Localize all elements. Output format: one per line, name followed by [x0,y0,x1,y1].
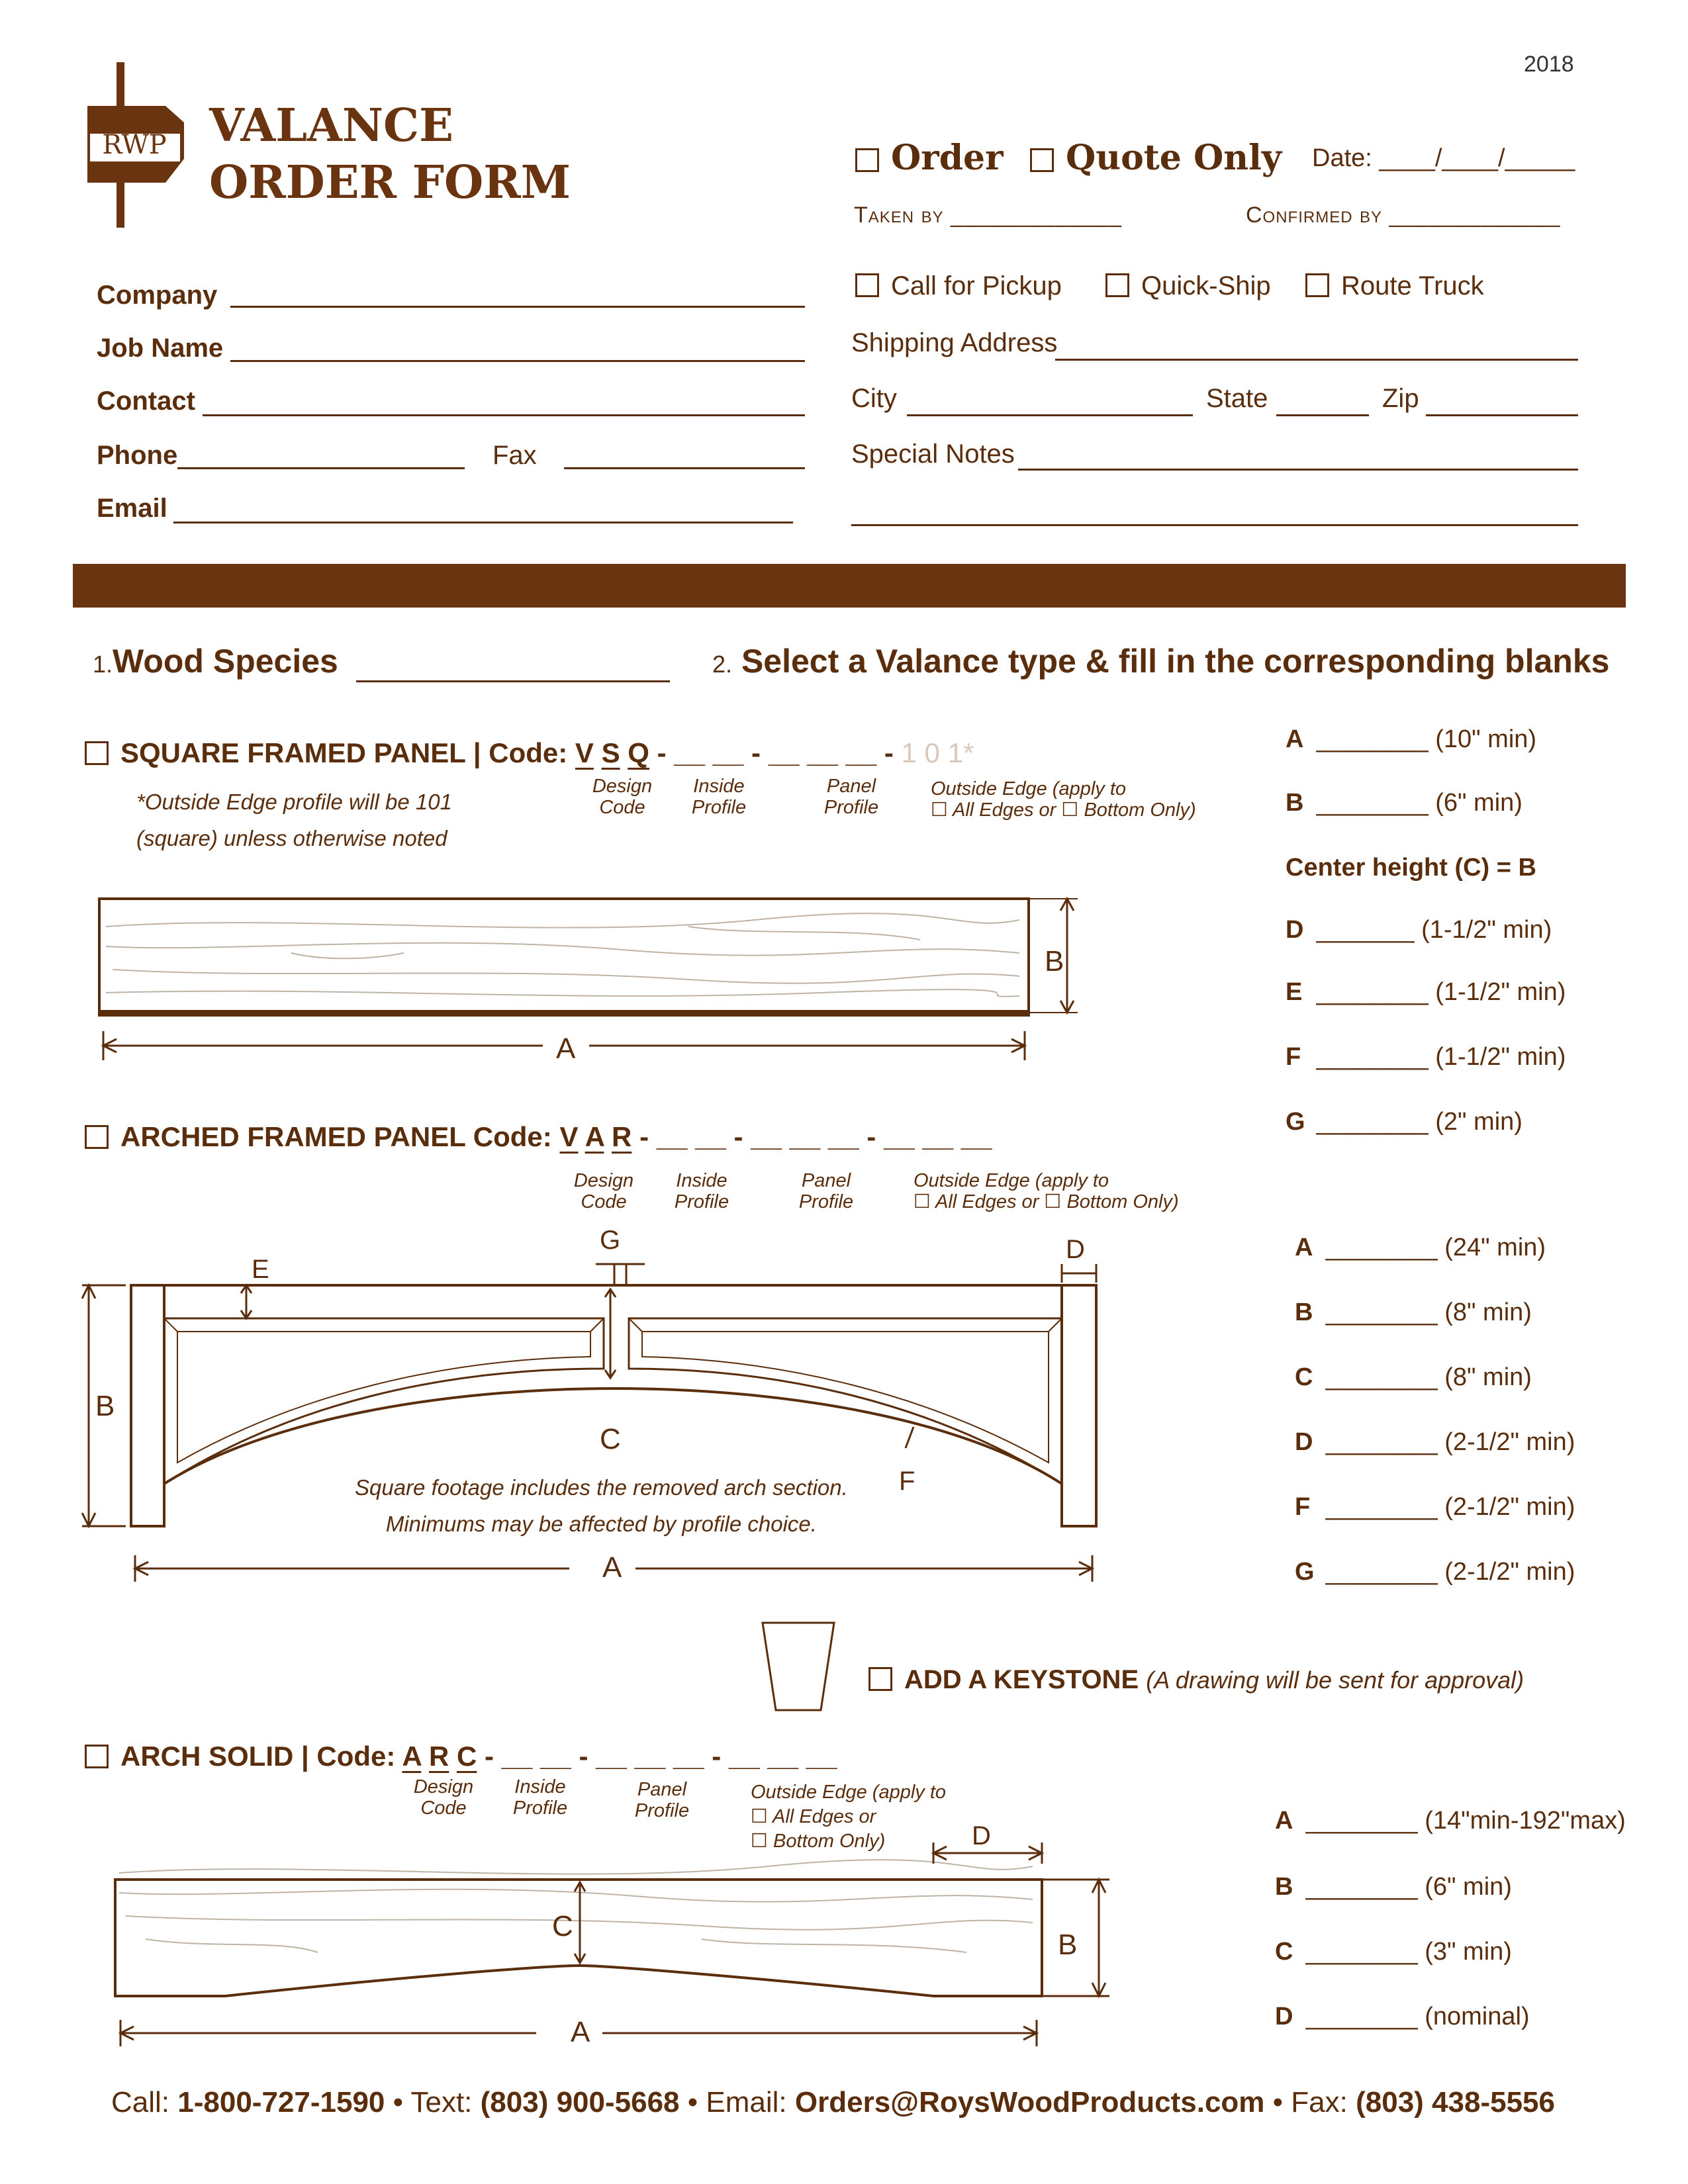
caption-text: Profile [798,1191,854,1212]
rwp-logo [86,60,185,232]
dim-key: A [1275,1807,1293,1835]
caption-text: Profile [691,797,747,818]
confirmed-by-field[interactable] [1246,203,1560,228]
caption-text: Profile [674,1191,729,1212]
contact-label: Contact [97,387,195,416]
dim-blank[interactable]: ________ [1325,1234,1438,1261]
form-title-line1: VALANCE [209,99,453,152]
fax-input[interactable] [564,467,805,469]
dim-blank[interactable]: ________ [1305,1807,1418,1835]
arched-framed-panel-option[interactable] [85,1121,992,1153]
caption-text: Panel [826,776,876,797]
city-input[interactable] [907,414,1193,416]
route-truck-checkbox[interactable] [1305,271,1484,301]
arched-panel-profile-caption [786,1170,866,1212]
footer-text[interactable]: (803) 900-5668 [480,2086,680,2118]
arched-label-a: A [602,1551,622,1584]
keystone-checkbox-box[interactable] [868,1667,892,1691]
arch-solid-code-letter-1: A [402,1741,422,1772]
arched-label-g: G [600,1226,621,1255]
square-dim-f[interactable] [1286,1043,1566,1071]
arch-solid-code-letter-3: C [457,1741,477,1772]
caption-text[interactable]: ☐ Bottom Only) [751,1831,886,1852]
square-checkbox-box[interactable] [85,741,109,765]
step-1 [93,642,338,680]
arched-dim-d[interactable] [1295,1428,1575,1457]
state-input[interactable] [1276,414,1369,416]
dim-min: (14"min-192"max) [1425,1807,1626,1835]
square-dim-e[interactable] [1286,978,1566,1007]
square-code-default: 1 0 1* [893,737,974,768]
dim-min: (nominal) [1425,2003,1530,2030]
taken-by-blank[interactable]: _____________ [951,203,1122,228]
dim-key: D [1286,916,1304,944]
square-inside-profile-caption [679,776,759,818]
keystone-title: ADD A KEYSTONE [904,1665,1139,1694]
taken-by-label: Taken by [854,203,944,228]
caption-text[interactable]: ☐ All Edges or [751,1806,876,1827]
caption-text: Design [573,1170,634,1191]
logo-text: RWP [102,130,167,160]
caption-text[interactable]: ☐ All Edges or ☐ Bottom Only) [931,799,1196,821]
dim-blank[interactable]: ________ [1316,725,1429,753]
arch-solid-dim-b[interactable] [1275,1873,1512,1901]
square-framed-panel-option[interactable] [85,737,974,769]
step-1-label: Wood Species [113,643,338,680]
confirmed-by-blank[interactable]: _____________ [1389,203,1561,228]
dim-key: F [1286,1043,1301,1071]
email-input[interactable] [173,522,793,523]
arch-solid-label-a: A [571,2016,590,2048]
email-label: Email [97,494,167,523]
arch-solid-checkbox-box[interactable] [85,1745,109,1768]
square-code-blanks[interactable]: - __ __ - __ __ __ - [657,737,894,768]
footer-email-label: • Email: [687,2086,787,2118]
dim-key: G [1286,1108,1305,1136]
dim-blank[interactable]: ________ [1305,1938,1418,1966]
footer-contact [111,2086,1555,2119]
date-field[interactable] [1312,144,1575,173]
dim-min: (6" min) [1425,1873,1512,1901]
shipping-address-input[interactable] [1055,359,1578,361]
step-2-label: Select a Valance type & fill in the corresponding blanks [741,643,1610,680]
footer-email[interactable]: Orders@RoysWoodProducts.com [794,2086,1265,2118]
order-checkbox[interactable] [855,138,1004,178]
dim-key: B [1275,1873,1293,1901]
arch-solid-dim-c[interactable] [1275,1938,1512,1966]
arched-dim-c[interactable] [1295,1363,1532,1392]
arch-solid-label-b: B [1058,1929,1078,1961]
quick-ship-checkbox[interactable] [1105,271,1271,301]
form-title-line2: ORDER FORM [209,156,571,209]
caption-text: Panel [637,1779,687,1800]
square-label-a: A [556,1032,576,1065]
arched-code-letter-1: V [559,1121,579,1152]
company-input[interactable] [230,306,805,308]
caption-text: Code [581,1191,627,1212]
square-outside-edge-caption[interactable] [931,778,1196,821]
dim-blank[interactable]: ________ [1316,978,1429,1006]
job-name-input[interactable] [230,360,805,362]
dim-key: D [1275,2003,1293,2030]
shipping-address-label: Shipping Address [851,328,1058,357]
arch-solid-design-code-caption [404,1776,483,1819]
arched-code-letter-3: R [612,1121,632,1152]
caption-text: Profile [823,797,879,818]
caption-text: Inside [676,1170,727,1191]
dim-key: E [1286,978,1303,1006]
arch-solid-dim-d[interactable] [1275,2003,1530,2031]
route-truck-box[interactable] [1305,273,1329,297]
arched-code-letter-2: A [585,1121,604,1152]
footer-fax[interactable]: (803) 438-5556 [1356,2086,1555,2118]
dim-min: (1-1/2" min) [1421,916,1552,944]
footer-fax-label: • Fax: [1272,2086,1348,2118]
caption-text: Outside Edge (apply to [751,1782,947,1803]
step-2-num: 2. [712,651,733,678]
arched-code-blanks[interactable]: - __ __ - __ __ __ - __ __ __ [639,1121,992,1152]
order-label: Order [891,138,1004,178]
dim-key: C [1275,1938,1293,1966]
dim-blank[interactable]: ________ [1325,1298,1438,1326]
phone-label: Phone [97,441,178,470]
quote-label: Quote Only [1066,138,1282,178]
arch-solid-label-c: C [552,1910,573,1942]
step-1-num: 1. [93,651,113,678]
contact-input[interactable] [203,414,805,416]
caption-text: Code [420,1797,467,1819]
square-note-line1: *Outside Edge profile will be 101 [136,790,452,814]
arch-solid-code-letter-2: R [428,1741,449,1772]
square-note [136,784,452,856]
footer-call[interactable]: 1-800-727-1590 [177,2086,385,2118]
caption-text: Panel [801,1170,851,1191]
quote-checkbox-box[interactable] [1030,148,1054,172]
dim-blank[interactable]: ________ [1325,1428,1438,1456]
square-code-letter-2: S [601,737,620,768]
order-checkbox-box[interactable] [855,148,879,172]
square-dim-b[interactable] [1286,789,1523,817]
company-label: Company [97,281,218,310]
dim-min: (2-1/2" min) [1444,1428,1575,1456]
caption-text: Design [592,776,653,797]
confirmed-by-label: Confirmed by [1246,203,1383,228]
arch-solid-option[interactable] [85,1741,837,1772]
dim-min: (2-1/2" min) [1444,1493,1575,1521]
square-code-letter-1: V [575,737,594,768]
arched-note [355,1469,848,1542]
center-height-note: Center height (C) = B [1286,854,1536,882]
call-for-pickup-label: Call for Pickup [891,271,1062,300]
special-notes-label: Special Notes [851,439,1015,469]
dim-blank[interactable]: _______ [1316,916,1415,944]
dim-key: A [1286,725,1304,753]
dim-blank[interactable]: ________ [1325,1363,1438,1391]
arched-label-d: D [1066,1235,1085,1264]
arched-checkbox-box[interactable] [85,1125,109,1149]
special-notes-input[interactable] [1018,469,1578,471]
caption-text: Outside Edge (apply to [931,778,1127,799]
dim-key: F [1295,1493,1311,1521]
keystone-option[interactable] [868,1665,1524,1695]
taken-by-field[interactable] [854,203,1122,228]
dim-key: G [1295,1558,1315,1586]
dim-min: (8" min) [1444,1363,1532,1391]
square-label-b: B [1045,945,1064,978]
caption-text[interactable]: ☐ All Edges or ☐ Bottom Only) [914,1191,1179,1212]
square-note-line2: (square) unless otherwise noted [136,826,447,850]
dim-key: D [1295,1428,1313,1456]
divider-band [73,564,1626,608]
date-blank[interactable]: ____/____/_____ [1379,144,1575,172]
arched-dim-b[interactable] [1295,1298,1532,1327]
year: 2018 [1524,52,1574,77]
dim-min: (2-1/2" min) [1444,1558,1575,1586]
square-title: SQUARE FRAMED PANEL | Code: [120,737,568,768]
dim-blank[interactable]: ________ [1305,2003,1418,2030]
wood-species-input[interactable] [356,680,670,682]
dim-blank[interactable]: ________ [1305,1873,1418,1901]
arched-design-code-caption [564,1170,643,1212]
footer-text-label: • Text: [393,2086,473,2118]
footer-call-label: Call: [111,2086,170,2118]
arched-label-e: E [252,1255,269,1284]
caption-text: Inside [514,1776,566,1797]
arch-solid-code-blanks[interactable]: - __ __ - __ __ __ - __ __ __ [485,1741,837,1772]
caption-text: Code [599,797,645,818]
caption-text: Profile [634,1800,690,1821]
arched-note-line1: Square footage includes the removed arch section. [355,1475,848,1500]
phone-input[interactable] [177,467,465,469]
arched-dim-a[interactable] [1295,1234,1546,1262]
dim-min: (1-1/2" min) [1435,1043,1566,1071]
route-truck-label: Route Truck [1341,271,1484,300]
call-for-pickup-checkbox[interactable] [855,271,1062,301]
dim-blank[interactable]: ________ [1325,1493,1438,1521]
dim-min: (8" min) [1444,1298,1532,1326]
special-notes-input-line2[interactable] [851,524,1578,526]
arch-solid-label-d: D [972,1821,991,1850]
step-2 [712,642,1609,680]
dim-blank[interactable]: ________ [1325,1558,1438,1586]
keystone-icon [760,1620,837,1713]
caption-text: Design [413,1776,474,1797]
arched-dim-g[interactable] [1295,1558,1575,1586]
arched-label-c: C [600,1423,621,1455]
dim-blank[interactable]: ________ [1316,789,1429,817]
dim-min: (10" min) [1435,725,1537,753]
fax-label: Fax [492,441,537,470]
dim-blank[interactable]: ________ [1316,1043,1429,1071]
dim-min: (3" min) [1425,1938,1512,1966]
zip-input[interactable] [1426,414,1578,416]
square-panel-profile-caption [812,776,891,818]
caption-text: Outside Edge (apply to [914,1170,1109,1191]
call-for-pickup-box[interactable] [855,273,879,297]
keystone-note: (A drawing will be sent for approval) [1146,1666,1524,1694]
square-dim-a[interactable] [1286,725,1536,754]
dim-key: B [1286,789,1304,817]
caption-text: Inside [693,776,745,797]
square-design-code-caption [583,776,662,818]
city-label: City [851,384,897,413]
arch-solid-diagram [106,1827,1112,2052]
arch-solid-panel-profile-caption [622,1779,702,1821]
dim-min: (24" min) [1444,1234,1546,1261]
arch-solid-title: ARCH SOLID | Code: [120,1741,396,1772]
dim-key: B [1295,1298,1313,1326]
square-dim-d[interactable] [1286,916,1552,944]
dim-min: (2" min) [1435,1108,1523,1136]
square-code-letter-3: Q [628,737,649,768]
arched-inside-profile-caption [662,1170,741,1212]
arched-title: ARCHED FRAMED PANEL Code: [120,1121,552,1152]
date-label: Date: [1312,144,1372,172]
quick-ship-label: Quick-Ship [1141,271,1271,300]
dim-min: (6" min) [1435,789,1523,817]
quick-ship-box[interactable] [1105,273,1129,297]
dim-key: A [1295,1234,1313,1261]
state-label: State [1206,384,1268,413]
arch-solid-dim-a[interactable] [1275,1807,1626,1835]
caption-text: Profile [512,1797,568,1819]
arched-outside-edge-caption[interactable] [914,1170,1179,1212]
zip-label: Zip [1382,384,1419,413]
dim-key: C [1295,1363,1313,1391]
arched-note-line2: Minimums may be affected by profile choice. [385,1512,817,1536]
quote-checkbox[interactable] [1030,138,1282,178]
square-dim-g[interactable] [1286,1108,1523,1136]
arched-label-b: B [95,1390,115,1422]
arched-label-f: F [899,1467,915,1496]
square-panel-diagram [93,887,1099,1079]
job-name-label: Job Name [97,334,224,363]
dim-blank[interactable]: ________ [1316,1108,1429,1136]
arch-solid-inside-profile-caption [500,1776,580,1819]
arched-dim-f[interactable] [1295,1493,1575,1522]
dim-min: (1-1/2" min) [1435,978,1566,1006]
